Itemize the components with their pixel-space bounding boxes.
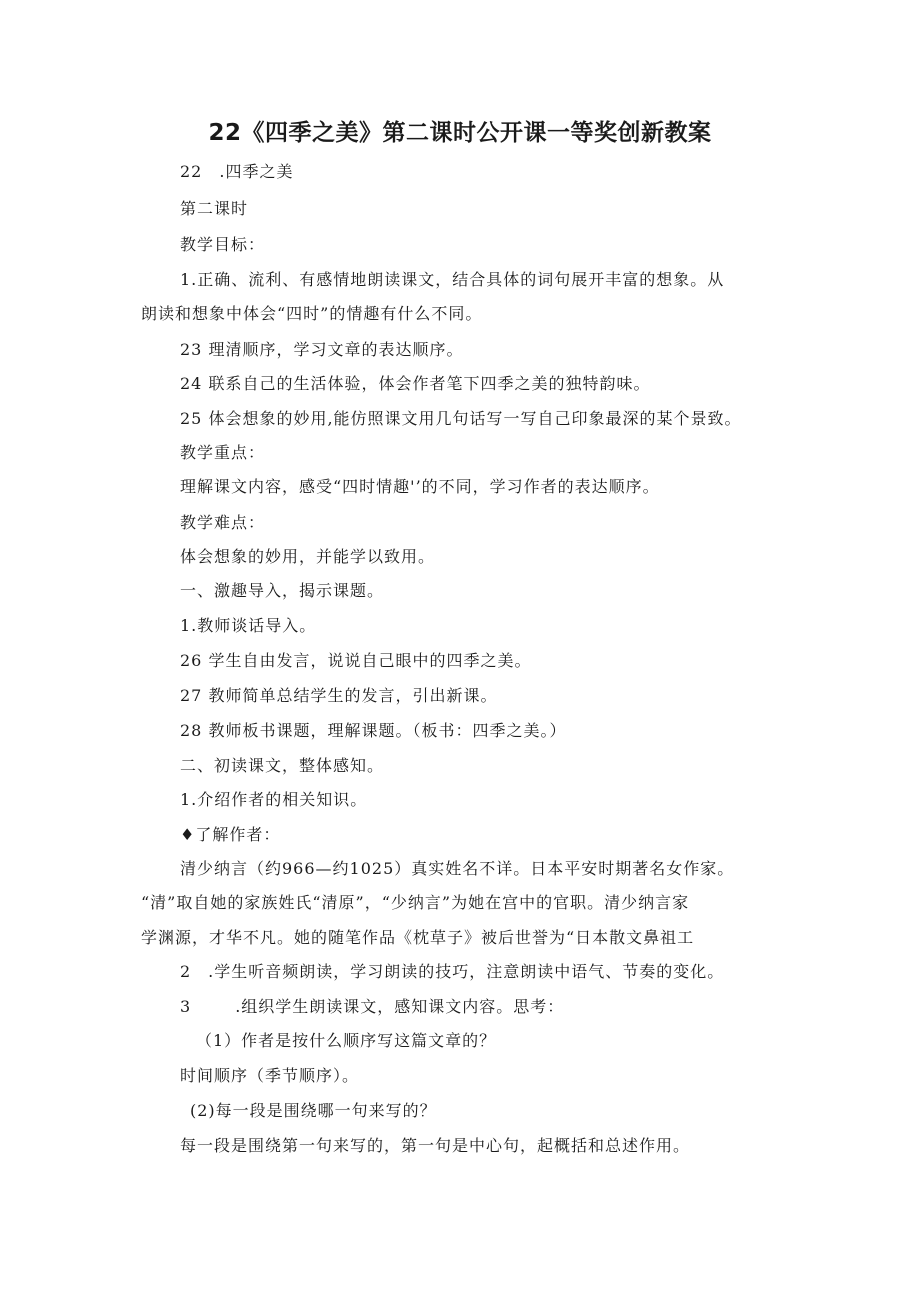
item-text: .组织学生朗读课文，感知课文内容。思考： bbox=[235, 997, 565, 1016]
paragraph-line: 学渊源，才华不凡。她的随笔作品《枕草子》被后世誉为“日本散文鼻祖工 bbox=[141, 928, 695, 947]
paragraph-line: 体会想象的妙用，并能学以致用。 bbox=[180, 547, 436, 566]
bullet-heading: ♦了解作者： bbox=[180, 825, 281, 844]
paragraph-line: 2 .学生听音频朗读，学习朗读的技巧，注意朗读中语气、节奏的变化。 bbox=[180, 962, 725, 981]
paragraph-line: 27 教师简单总结学生的发言，引出新课。 bbox=[180, 686, 498, 705]
section-heading: 一、激趣导入，揭示课题。 bbox=[180, 581, 385, 600]
paragraph-line: “清”取自她的家族姓氏“清原”，“少纳言”为她在宫中的官职。清少纳言家 bbox=[141, 893, 690, 912]
paragraph-line: 25 体会想象的妙用,能仿照课文用几句话写一写自己印象最深的某个景致。 bbox=[180, 409, 742, 428]
paragraph-line: 26 学生自由发言，说说自己眼中的四季之美。 bbox=[180, 651, 532, 670]
lesson-number-line: 22 .四季之美 bbox=[180, 162, 294, 181]
paragraph-line: 理解课文内容，感受“四时情趣'’的不同，学习作者的表达顺序。 bbox=[180, 477, 660, 496]
paragraph-line bbox=[180, 997, 564, 1017]
section-heading: 教学难点： bbox=[180, 513, 266, 532]
question-line: （1）作者是按什么顺序写这篇文章的？ bbox=[196, 1031, 497, 1050]
question-line: (2)每一段是围绕哪一句来写的？ bbox=[190, 1101, 437, 1120]
paragraph-line: 1.介绍作者的相关知识。 bbox=[180, 790, 368, 809]
paragraph-line: 23 理清顺序，学习文章的表达顺序。 bbox=[180, 340, 464, 359]
item-number: 3 bbox=[180, 997, 192, 1016]
document-title: 22《四季之美》第二课时公开课一等奖创新教案 bbox=[208, 120, 712, 146]
paragraph-line: 1.教师谈话导入。 bbox=[180, 616, 317, 635]
paragraph-line: 28 教师板书课题，理解课题。（板书：四季之美。） bbox=[180, 721, 567, 740]
paragraph-line: 朗读和想象中体会“四时”的情趣有什么不同。 bbox=[141, 304, 483, 323]
section-heading: 教学重点： bbox=[180, 443, 266, 462]
paragraph-line: 1.正确、流利、有感情地朗读课文，结合具体的词句展开丰富的想象。从 bbox=[180, 270, 725, 289]
lesson-period-line: 第二课时 bbox=[180, 199, 249, 218]
paragraph-line: 清少纳言（约966—约1025）真实姓名不详。日本平安时期著名女作家。 bbox=[180, 859, 735, 878]
section-heading: 二、初读课文，整体感知。 bbox=[180, 756, 385, 775]
section-heading: 教学目标： bbox=[180, 235, 266, 254]
paragraph-line: 24 联系自己的生活体验，体会作者笔下四季之美的独特韵味。 bbox=[180, 374, 651, 393]
answer-line: 每一段是围绕第一句来写的，第一句是中心句，起概括和总述作用。 bbox=[180, 1136, 691, 1155]
answer-line: 时间顺序（季节顺序）。 bbox=[180, 1066, 360, 1085]
